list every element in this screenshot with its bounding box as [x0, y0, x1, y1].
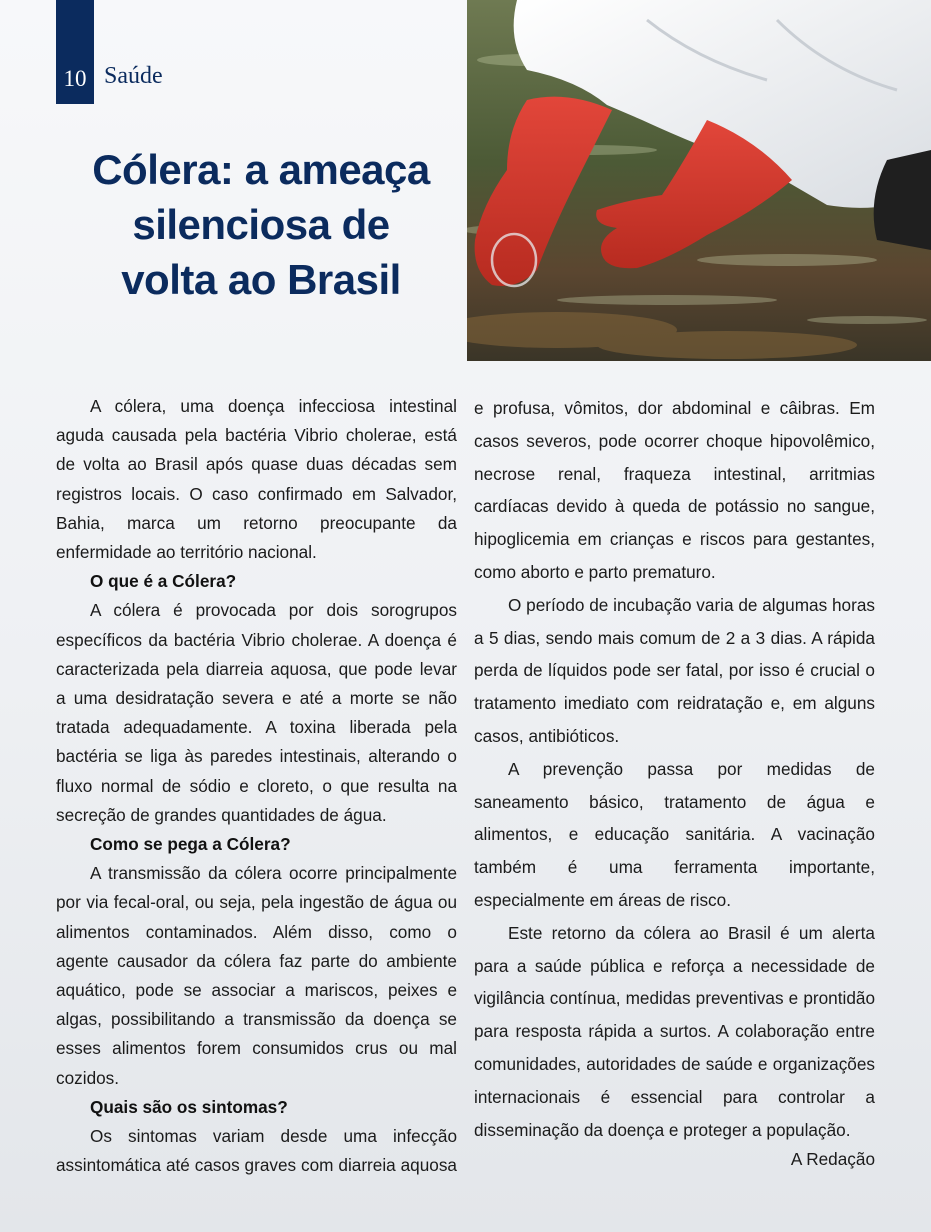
paragraph: Os sintomas variam desde uma infecção assintomática até casos graves com diarreia aquosa — [56, 1126, 457, 1176]
paragraph: A transmissão da cólera ocorre principalmente por via fecal-oral, ou seja, pela ingestão de água ou alimentos contaminados. Além disso, como o agente causador da cólera faz parte do ambiente aquático, pode se associar a mariscos, peixes e algas, possibilitando a transmissão da doença se esses alimentos forem consumidos crus ou mal cozidos. — [56, 863, 457, 1088]
subheading-how-caught: Como se pega a Cólera? — [90, 834, 291, 855]
paragraph: A prevenção passa por medidas de saneamento básico, tratamento de água e alimentos, e educação sanitária. A vacinação também é uma ferramenta importante, especialmente em áreas de risco. — [474, 758, 875, 910]
article-title — [56, 142, 466, 307]
title-line: silenciosa de — [132, 201, 390, 248]
paragraph: O período de incubação varia de algumas horas a 5 dias, sendo mais comum de 2 a 3 dias. A rápida perda de líquidos pode ser fatal, por isso é crucial o tratamento imediato com reidratação e, em alguns casos, antibióticos. — [474, 594, 875, 746]
article-photo — [467, 0, 931, 361]
title-line: volta ao Brasil — [121, 256, 401, 303]
page-number: 10 — [63, 66, 87, 91]
paragraph: Este retorno da cólera ao Brasil é um alerta para a saúde pública e reforça a necessidade de vigilância contínua, medidas preventivas e prontidão para resposta rápida a surtos. A colaboração entre comunidades, autoridades de saúde e organizações internacionais é essencial para controlar a disseminação da doença e proteger a população. — [474, 922, 875, 1140]
subheading-symptoms: Quais são os sintomas? — [90, 1096, 288, 1117]
title-line: Cólera: a ameaça — [92, 146, 430, 193]
author-signature: A Redação — [790, 1149, 875, 1169]
paragraph-continued: e profusa, vômitos, dor abdominal e câibras. Em casos severos, pode ocorrer choque hipovolêmico, necrose renal, fraqueza intestinal, arritmias cardíacas devido à queda de potássio no sangue, hipoglicemia em crianças e riscos para gestantes, como aborto e parto prematuro. — [474, 398, 875, 582]
intro-paragraph: A cólera, uma doença infecciosa intestinal aguda causada pela bactéria Vibrio cholerae, está de volta ao Brasil após quase duas décadas sem registros locais. O caso confirmado em Salvador, Bahia, marca um retorno preocupante da enfermidade ao território nacional. — [56, 396, 457, 563]
page-number-tab — [56, 0, 94, 104]
subheading-what-is: O que é a Cólera? — [90, 571, 237, 592]
article-column-right — [474, 392, 875, 1146]
water-sampling-illustration — [467, 0, 931, 361]
paragraph: A cólera é provocada por dois sorogrupos específicos da bactéria Vibrio cholerae. A doença é caracterizada pela diarreia aquosa, que pode levar a uma desidratação severa e até a morte se não tratada adequadamente. A toxina liberada pela bactéria se liga às paredes intestinais, alterando o fluxo normal de sódio e cloreto, o que resulta na secreção de grandes quantidades de água. — [56, 600, 457, 825]
article-column-left — [56, 392, 457, 1180]
section-label: Saúde — [104, 63, 163, 89]
